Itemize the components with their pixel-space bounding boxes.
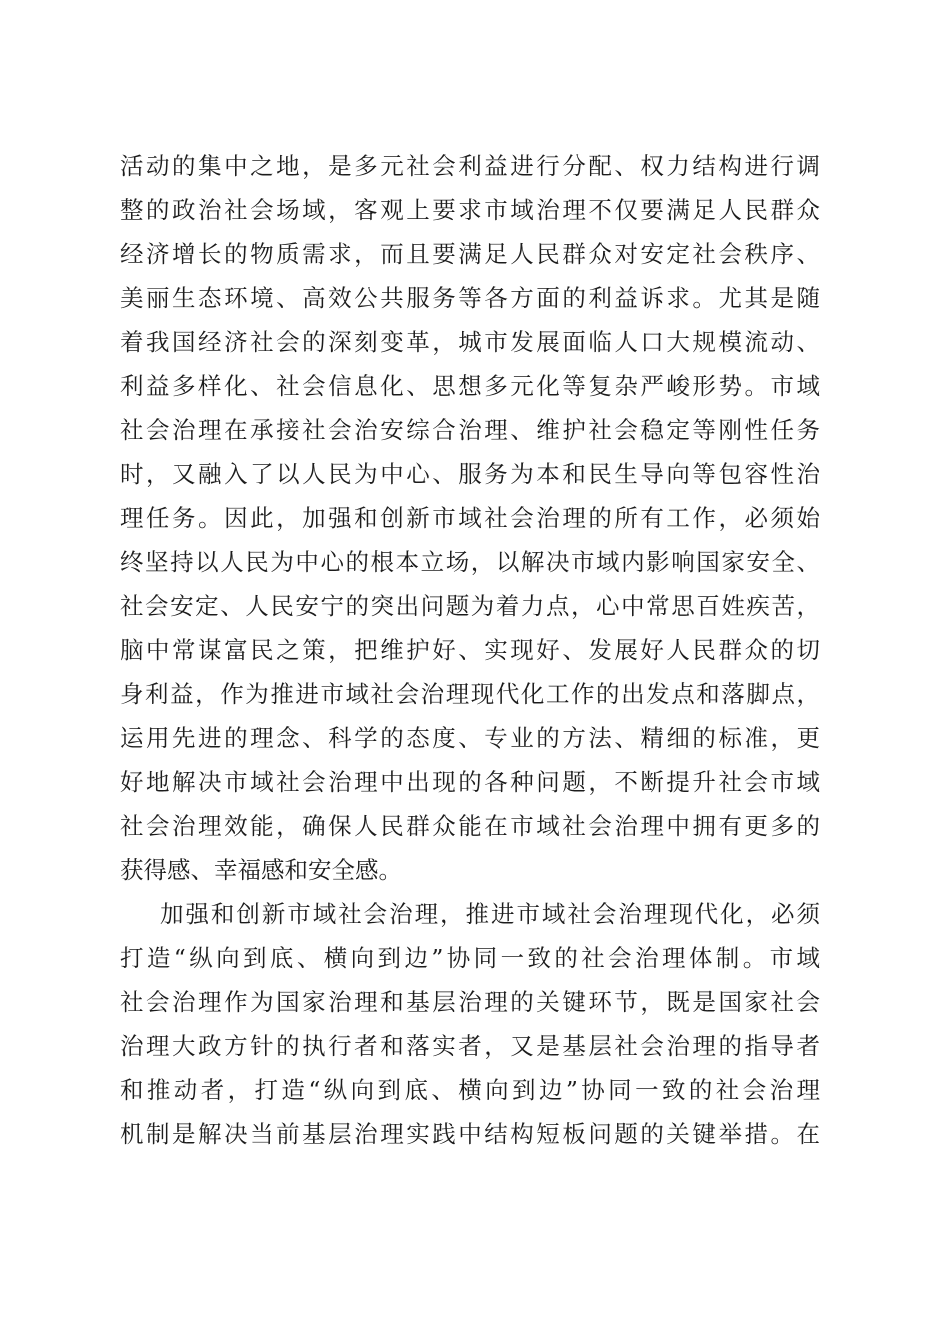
text-line: 机制是解决当前基层治理实践中结构短板问题的关键举措。在 [120, 1120, 820, 1148]
text-line: 打造“纵向到底、横向到边”协同一致的社会治理体制。市域 [120, 944, 820, 972]
text-line: 社会治理在承接社会治安综合治理、维护社会稳定等刚性任务 [120, 416, 820, 444]
text-line: 社会治理作为国家治理和基层治理的关键环节，既是国家社会 [120, 988, 820, 1016]
text-line: 和推动者，打造“纵向到底、横向到边”协同一致的社会治理 [120, 1076, 820, 1104]
text-line: 脑中常谋富民之策，把维护好、实现好、发展好人民群众的切 [120, 636, 820, 664]
text-line: 利益多样化、社会信息化、思想多元化等复杂严峻形势。市域 [120, 372, 820, 400]
text-line: 社会安定、人民安宁的突出问题为着力点，心中常思百姓疾苦， [120, 592, 820, 620]
text-line: 着我国经济社会的深刻变革，城市发展面临人口大规模流动、 [120, 328, 820, 356]
text-line: 时，又融入了以人民为中心、服务为本和民生导向等包容性治 [120, 460, 820, 488]
paragraph-2 [120, 892, 840, 1156]
body-text [120, 144, 840, 1156]
text-line: 治理大政方针的执行者和落实者，又是基层社会治理的指导者 [120, 1032, 820, 1060]
text-line: 美丽生态环境、高效公共服务等各方面的利益诉求。尤其是随 [120, 284, 820, 312]
paragraph-1 [120, 144, 840, 892]
text-line: 加强和创新市域社会治理，推进市域社会治理现代化，必须 [160, 900, 820, 928]
text-line: 整的政治社会场域，客观上要求市域治理不仅要满足人民群众 [120, 196, 820, 224]
text-line: 终坚持以人民为中心的根本立场，以解决市域内影响国家安全、 [120, 548, 820, 576]
text-line: 理任务。因此，加强和创新市域社会治理的所有工作，必须始 [120, 504, 820, 532]
text-line: 经济增长的物质需求，而且要满足人民群众对安定社会秩序、 [120, 240, 820, 268]
text-line: 活动的集中之地，是多元社会利益进行分配、权力结构进行调 [120, 152, 820, 180]
text-line: 身利益，作为推进市域社会治理现代化工作的出发点和落脚点， [120, 680, 820, 708]
text-line: 获得感、幸福感和安全感。 [120, 856, 402, 884]
text-line: 运用先进的理念、科学的态度、专业的方法、精细的标准，更 [120, 724, 820, 752]
text-line: 社会治理效能，确保人民群众能在市域社会治理中拥有更多的 [120, 812, 820, 840]
text-line: 好地解决市域社会治理中出现的各种问题，不断提升社会市域 [120, 768, 820, 796]
